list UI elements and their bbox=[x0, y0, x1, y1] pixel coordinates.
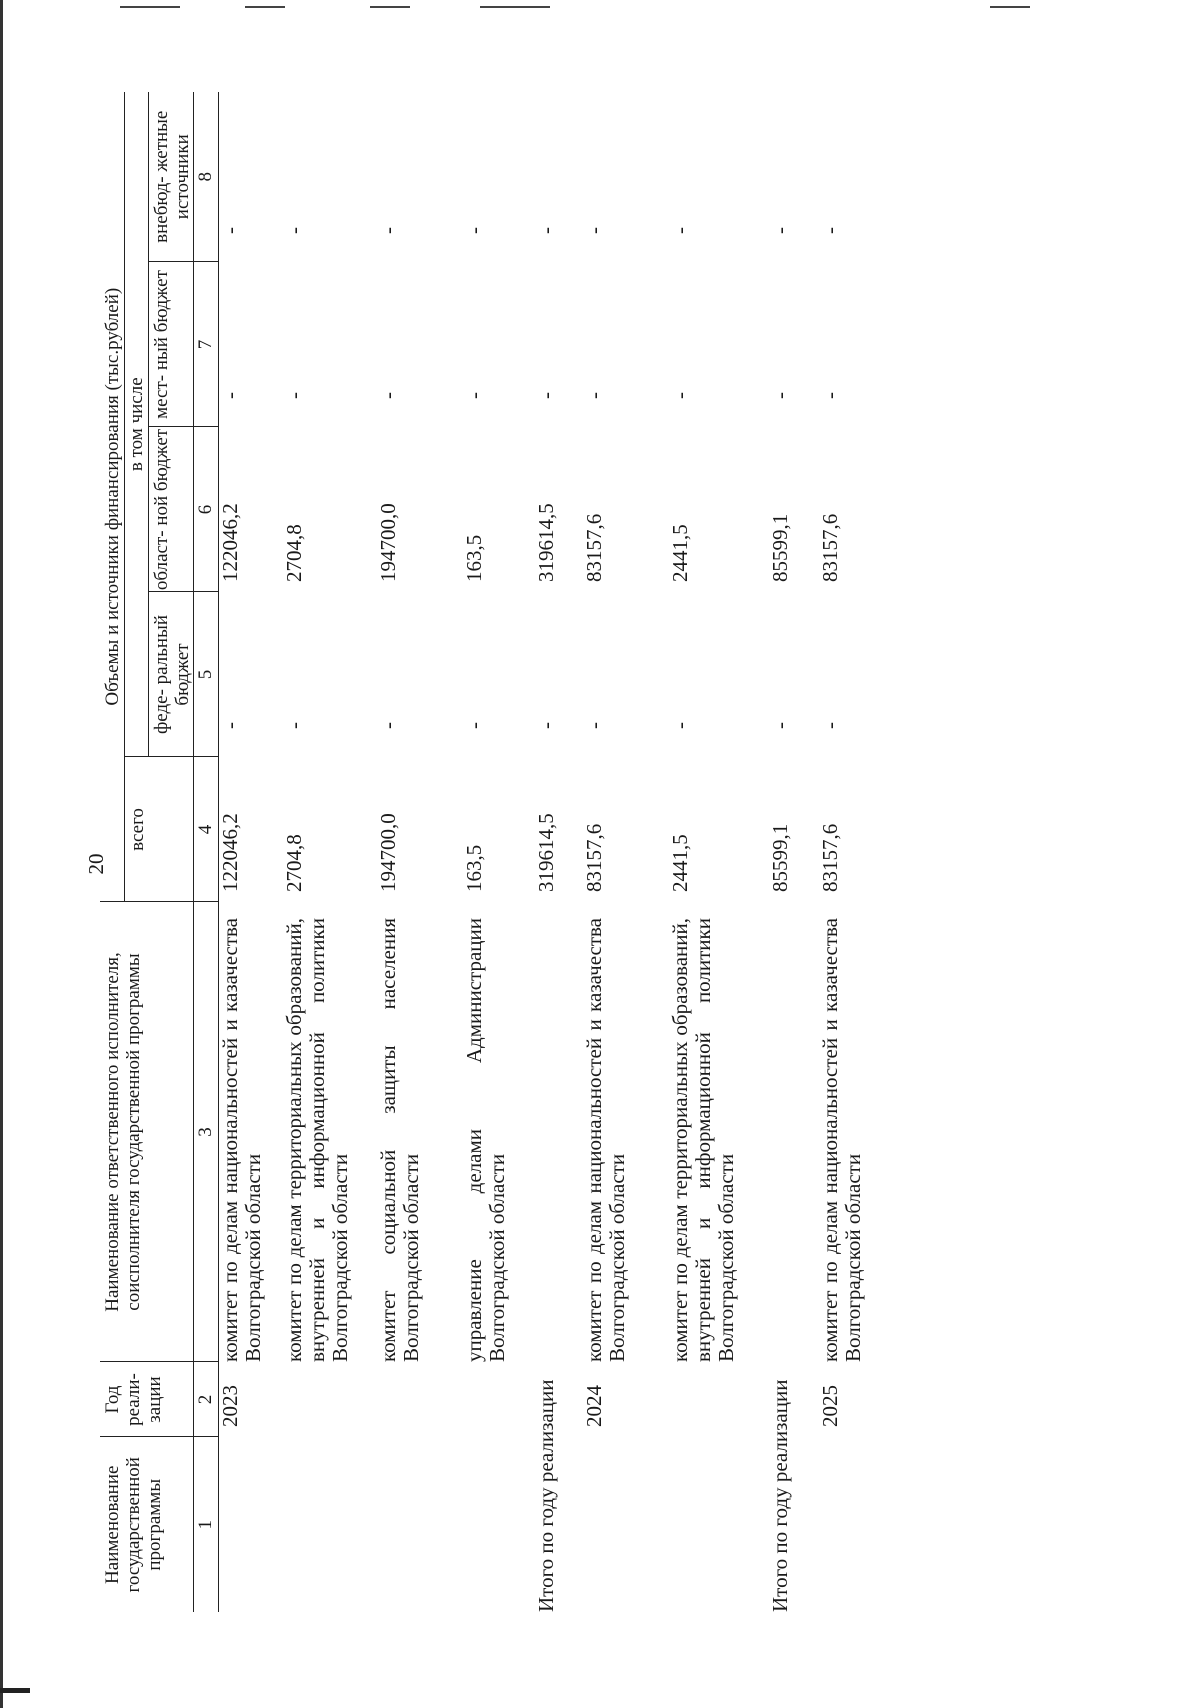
header-financing: Объемы и источники финансирования (тыс.рублей) bbox=[100, 92, 125, 902]
regional-cell: 2441,5 bbox=[667, 524, 692, 582]
year-cell bbox=[669, 1362, 765, 1437]
local-cell: - bbox=[667, 392, 692, 399]
regional-cell: 2704,8 bbox=[281, 524, 306, 582]
total-cell: 194700,0 bbox=[375, 813, 400, 892]
header-total: всего bbox=[125, 757, 194, 902]
header-program-name: Наименование государственной программы bbox=[100, 1437, 194, 1612]
regional-cell: 85599,1 bbox=[767, 513, 792, 582]
executor-cell: комитет по делам национальностей и казачества Волгоградской области bbox=[817, 918, 865, 1362]
local-cell: - bbox=[218, 392, 242, 399]
total-cell: 2704,8 bbox=[281, 834, 306, 892]
total-cell: 319614,5 bbox=[533, 813, 558, 892]
column-number-row bbox=[194, 92, 219, 1612]
local-cell: - bbox=[461, 392, 486, 399]
federal-cell: - bbox=[767, 722, 792, 729]
header-regional-budget: област- ной бюджет bbox=[149, 427, 194, 592]
year-cell bbox=[463, 1362, 531, 1437]
header-year: Год реали- зации bbox=[100, 1362, 194, 1437]
executor-cell bbox=[765, 902, 819, 1362]
program-name-cell bbox=[819, 1437, 879, 1612]
program-name-cell bbox=[219, 1437, 283, 1612]
year-cell: 2024 bbox=[581, 1385, 606, 1427]
executor-cell bbox=[531, 902, 583, 1362]
local-cell: - bbox=[767, 392, 792, 399]
federal-cell: - bbox=[533, 722, 558, 729]
regional-cell: 319614,5 bbox=[533, 503, 558, 582]
year-cell: 2025 bbox=[817, 1385, 842, 1427]
federal-cell: - bbox=[218, 722, 242, 729]
extra-cell: - bbox=[533, 227, 558, 234]
program-name-cell bbox=[377, 1437, 463, 1612]
table-row bbox=[377, 92, 463, 1612]
table-row bbox=[583, 92, 669, 1612]
extra-cell: - bbox=[218, 227, 242, 234]
column-number: 8 bbox=[194, 92, 219, 262]
program-name-cell bbox=[669, 1437, 765, 1612]
federal-cell: - bbox=[281, 722, 306, 729]
extra-cell: - bbox=[767, 227, 792, 234]
extra-cell: - bbox=[281, 227, 306, 234]
executor-cell: комитет по делам национальностей и казачества Волгоградской области bbox=[218, 918, 265, 1362]
total-cell: 2441,5 bbox=[667, 834, 692, 892]
column-number: 4 bbox=[194, 757, 219, 902]
federal-cell: - bbox=[581, 722, 606, 729]
regional-cell: 122046,2 bbox=[218, 503, 242, 582]
executor-cell: комитет по делам территориальных образований, внутренней и информационной политики Волгоградской области bbox=[281, 918, 352, 1362]
federal-cell: - bbox=[461, 722, 486, 729]
local-cell: - bbox=[817, 392, 842, 399]
extra-cell: - bbox=[667, 227, 692, 234]
total-cell: 83157,6 bbox=[817, 823, 842, 892]
federal-cell: - bbox=[375, 722, 400, 729]
column-number: 5 bbox=[194, 592, 219, 757]
column-number: 1 bbox=[194, 1437, 219, 1612]
program-name-cell: Итого по году реализации bbox=[533, 1379, 558, 1612]
program-name-cell bbox=[283, 1437, 377, 1612]
local-cell: - bbox=[281, 392, 306, 399]
header-extra-budget: внебюд- жетные источники bbox=[151, 110, 193, 243]
regional-cell: 83157,6 bbox=[581, 513, 606, 582]
program-name-cell bbox=[583, 1437, 669, 1612]
federal-cell: - bbox=[817, 722, 842, 729]
financing-table bbox=[100, 92, 879, 1612]
header-local-budget: мест- ный бюджет bbox=[149, 262, 194, 427]
regional-cell: 163,5 bbox=[461, 534, 486, 582]
table-row bbox=[669, 92, 765, 1612]
executor-cell: комитет по делам территориальных образований, внутренней и информационной политики Волгоградской области bbox=[667, 918, 738, 1362]
header-including: в том числе bbox=[125, 92, 149, 757]
column-number: 6 bbox=[194, 427, 219, 592]
column-number: 2 bbox=[194, 1362, 219, 1437]
header-executor: Наименование ответственного исполнителя, соисполнителя государственной программы bbox=[100, 902, 194, 1362]
executor-cell: комитет социальной защиты населения Волгоградской области bbox=[375, 918, 423, 1362]
column-number: 3 bbox=[194, 902, 219, 1362]
table-row bbox=[819, 92, 879, 1612]
extra-cell: - bbox=[581, 227, 606, 234]
table-row bbox=[765, 92, 819, 1612]
executor-cell: комитет по делам национальностей и казачества Волгоградской области bbox=[581, 918, 629, 1362]
table-row bbox=[531, 92, 583, 1612]
extra-cell: - bbox=[375, 227, 400, 234]
executor-cell: управление делами Администрации Волгоградской области bbox=[461, 918, 509, 1362]
program-name-cell: Итого по году реализации bbox=[767, 1379, 792, 1612]
total-cell: 163,5 bbox=[461, 844, 486, 892]
year-cell: 2023 bbox=[218, 1385, 242, 1427]
page-number: 20 bbox=[84, 853, 108, 875]
year-cell bbox=[377, 1362, 463, 1437]
total-cell: 122046,2 bbox=[218, 813, 242, 892]
table-row bbox=[463, 92, 531, 1612]
local-cell: - bbox=[375, 392, 400, 399]
table-row bbox=[219, 92, 283, 1612]
local-cell: - bbox=[581, 392, 606, 399]
column-number: 7 bbox=[194, 262, 219, 427]
year-cell bbox=[283, 1362, 377, 1437]
regional-cell: 83157,6 bbox=[817, 513, 842, 582]
table-row bbox=[283, 92, 377, 1612]
total-cell: 83157,6 bbox=[581, 823, 606, 892]
federal-cell: - bbox=[667, 722, 692, 729]
total-cell: 85599,1 bbox=[767, 823, 792, 892]
regional-cell: 194700,0 bbox=[375, 503, 400, 582]
extra-cell: - bbox=[461, 227, 486, 234]
program-name-cell bbox=[463, 1437, 531, 1612]
extra-cell: - bbox=[817, 227, 842, 234]
local-cell: - bbox=[533, 392, 558, 399]
header-federal-budget: феде- ральный бюджет bbox=[149, 592, 194, 757]
